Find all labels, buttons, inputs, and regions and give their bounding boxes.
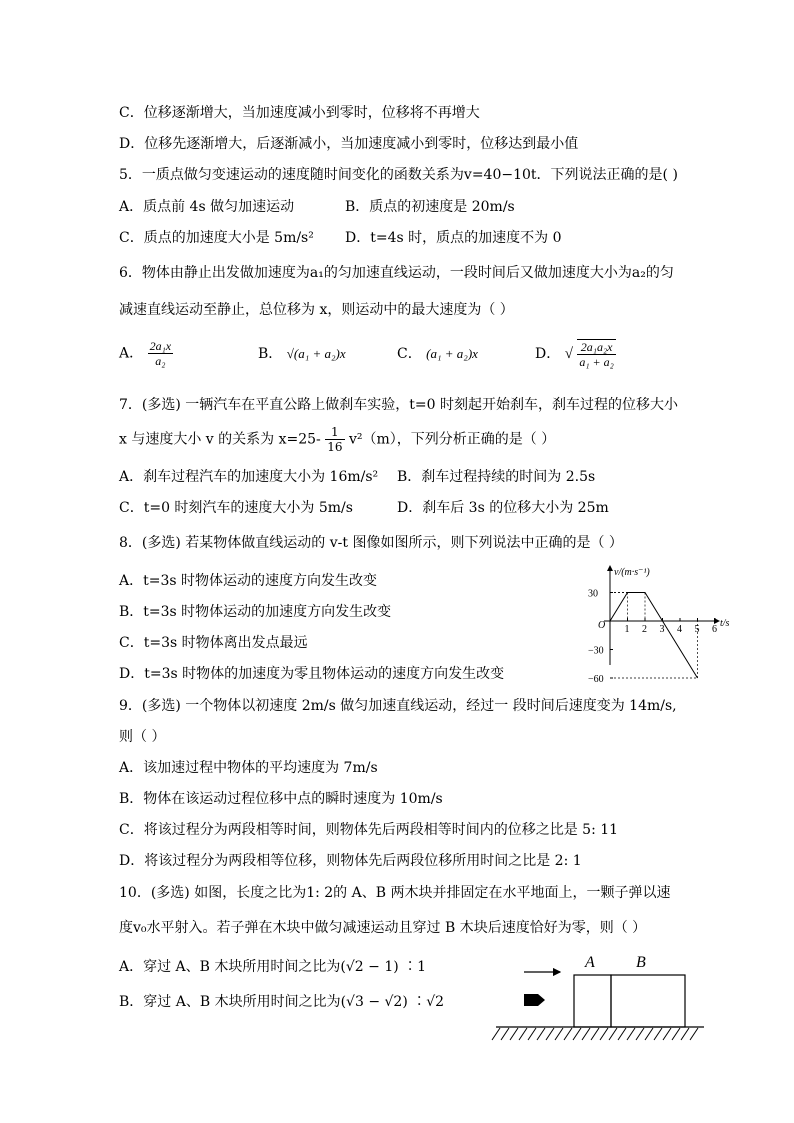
- hatch-line: [501, 1028, 509, 1040]
- hatch-line: [510, 1028, 518, 1040]
- question-9-line1: 9．(多选) 一个物体以初速度 2m/s 做匀加速直线运动，经过一 段时间后速度变为 14m/s,: [119, 698, 677, 714]
- hatch-line: [609, 1028, 617, 1040]
- question-6-line2: 减速直线运动至静止，总位移为 x，则运动中的最大速度为（ ）: [119, 302, 514, 318]
- q9-option-a: A．该加速过程中物体的平均速度为 7m/s: [119, 760, 378, 776]
- q5-option-d: D．t=4s 时，质点的加速度不为 0: [345, 230, 562, 246]
- question-10-line1: 10．(多选) 如图，长度之比为1: 2的 A、B 两木块并排固定在水平地面上，一颗子弹以速: [119, 885, 671, 901]
- block-b: [611, 975, 685, 1027]
- hatch-line: [654, 1028, 662, 1040]
- origin-label: O: [598, 620, 606, 631]
- q8-option-a: A．t=3s 时物体运动的速度方向发生改变: [119, 573, 378, 589]
- vt-graph: [586, 560, 736, 685]
- question-10-line2: 度v₀水平射入。若子弹在木块中做匀减速运动且穿过 B 木块后速度恰好为零，则（ ）: [119, 920, 647, 936]
- x-tick-label: 4: [677, 624, 682, 635]
- q7-option-b: B．刹车过程持续的时间为 2.5s: [397, 469, 596, 485]
- q6-option-a-numerator: 2a₁x: [149, 339, 172, 353]
- q8-option-b: B．t=3s 时物体运动的加速度方向发生改变: [119, 604, 392, 620]
- q6-option-b-label: B．: [258, 346, 283, 362]
- hatch-line: [564, 1028, 572, 1040]
- block-a: [574, 975, 611, 1027]
- hatch-line: [591, 1028, 599, 1040]
- question-5: 5．一质点做匀变速运动的速度随时间变化的函数关系为v=40−10t．下列说法正确的是( ): [119, 167, 678, 183]
- hatch-line: [555, 1028, 563, 1040]
- q5-option-a: A．质点前 4s 做匀加速运动: [119, 199, 295, 215]
- q6-option-b-expression: √(a₁ + a₂)x: [286, 346, 346, 361]
- q6-option-c-expression: (a₁ + a₂)x: [426, 346, 478, 361]
- q8-option-d: D．t=3s 时物体的加速度为零且物体运动的速度方向发生改变: [119, 666, 505, 682]
- q5-option-b: B．质点的初速度是 20m/s: [345, 199, 515, 215]
- hatch-line: [600, 1028, 608, 1040]
- x-tick-label: 1: [624, 624, 630, 635]
- hatch-line: [663, 1028, 671, 1040]
- question-7-line2: [119, 425, 555, 454]
- q9-option-c: C．将该过程分为两段相等时间，则物体先后两段相等时间内的位移之比是 5: 11: [119, 822, 619, 838]
- bullet-icon: [524, 994, 545, 1006]
- q10-option-a: A．穿过 A、B 木块所用时间之比为(√2 − 1) ∶1: [119, 959, 427, 975]
- y-tick-label: 30: [588, 588, 598, 600]
- question-7-line2-end: v²（m），下列分析正确的是（ ）: [348, 431, 556, 448]
- ground-hatch: [492, 1028, 698, 1040]
- q6-option-a: [119, 339, 173, 368]
- hatch-line: [582, 1028, 590, 1040]
- q6-option-d-fraction: [577, 339, 615, 369]
- sqrt-icon: √: [564, 346, 573, 362]
- q5-option-c: C．质点的加速度大小是 5m/s²: [119, 230, 314, 246]
- hatch-line: [681, 1028, 689, 1040]
- q7-fraction: [325, 425, 344, 454]
- x-tick-label: 2: [642, 624, 647, 635]
- q10-option-b: B．穿过 A、B 木块所用时间之比为(√3 − √2) ∶√2: [119, 994, 445, 1010]
- block-b-label: B: [636, 954, 646, 971]
- q9-option-b: B．物体在该运动过程位移中点的瞬时速度为 10m/s: [119, 791, 443, 807]
- x-tick-label: 6: [712, 624, 717, 635]
- q6-option-d-label: D．: [535, 346, 561, 362]
- x-tick-label: 5: [694, 624, 700, 635]
- question-6-line1: 6．物体由静止出发做加速度为a₁的匀加速直线运动，一段时间后又做加速度大小为a₂的匀: [119, 265, 674, 281]
- q7-option-a: A．刹车过程汽车的加速度大小为 16m/s²: [119, 469, 379, 485]
- q7-fraction-denominator: 16: [327, 440, 343, 454]
- hatch-line: [528, 1028, 536, 1040]
- q8-option-c: C．t=3s 时物体离出发点最远: [119, 635, 308, 651]
- q6-option-b: [258, 345, 346, 363]
- q6-option-a-fraction: [148, 339, 174, 368]
- question-9-line2: 则（ ）: [119, 729, 166, 745]
- q6-option-a-denominator: a₂: [155, 354, 166, 368]
- q9-option-d: D．将该过程分为两段相等位移，则物体先后两段位移所用时间之比是 2: 1: [119, 853, 582, 869]
- hatch-line: [618, 1028, 626, 1040]
- hatch-line: [537, 1028, 545, 1040]
- q6-option-a-label: A．: [119, 345, 144, 362]
- y-tick-label: −60: [588, 674, 604, 685]
- question-7-line1: 7．(多选) 一辆汽车在平直公路上做刹车实验，t=0 时刻起开始刹车，刹车过程的位移大小: [119, 397, 678, 413]
- vt-series-line: [610, 593, 698, 679]
- block-a-label: A: [585, 954, 595, 971]
- q7-option-d: D．刹车后 3s 的位移大小为 25m: [397, 500, 609, 516]
- blocks-figure: [490, 948, 710, 1044]
- q6-option-d-denominator: a₁ + a₂: [579, 355, 614, 369]
- x-tick-label: 3: [659, 624, 665, 635]
- q6-option-d: [535, 339, 616, 369]
- hatch-line: [690, 1028, 698, 1040]
- q6-option-c: [397, 345, 478, 363]
- hatch-line: [627, 1028, 635, 1040]
- hatch-line: [519, 1028, 527, 1040]
- q6-option-d-numerator: 2a₁a₂x: [577, 340, 615, 355]
- hatch-line: [546, 1028, 554, 1040]
- hatch-line: [672, 1028, 680, 1040]
- hatch-line: [492, 1028, 500, 1040]
- option-c-prev: C．位移逐渐增大，当加速度减小到零时，位移将不再增大: [119, 105, 480, 121]
- y-axis-label: v/(m·s⁻¹): [614, 567, 650, 578]
- x-axis-label: t/s: [720, 618, 730, 629]
- q6-option-c-label: C．: [397, 346, 422, 362]
- hatch-line: [636, 1028, 644, 1040]
- q7-option-c: C．t=0 时刻汽车的速度大小为 5m/s: [119, 500, 353, 516]
- hatch-line: [645, 1028, 653, 1040]
- question-8: 8．(多选) 若某物体做直线运动的 v-t 图像如图所示，则下列说法中正确的是（ ）: [119, 535, 623, 551]
- q7-fraction-numerator: 1: [325, 425, 344, 440]
- y-tick-label: −30: [588, 645, 604, 657]
- question-7-line2-start: x 与速度大小 v 的关系为 x=25-: [119, 431, 321, 448]
- hatch-line: [573, 1028, 581, 1040]
- option-d-prev: D．位移先逐渐增大，后逐渐减小，当加速度减小到零时，位移达到最小值: [119, 136, 579, 152]
